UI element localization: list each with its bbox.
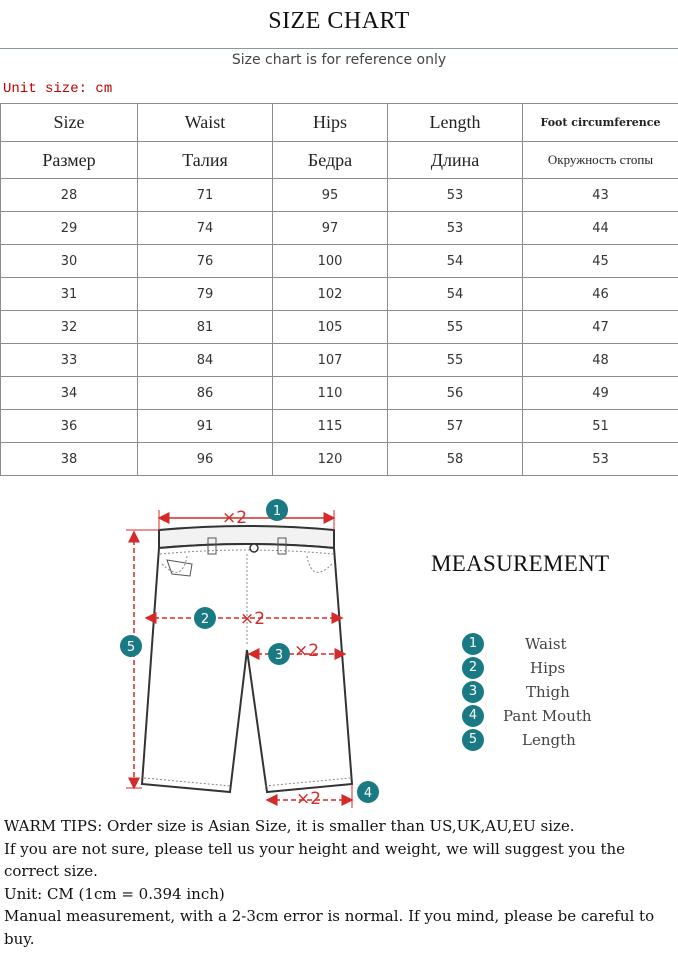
- cell-length: 53: [388, 179, 523, 212]
- cell-length: 54: [388, 278, 523, 311]
- waist-multiplier: ×2: [222, 508, 248, 528]
- cell-size: 32: [1, 311, 138, 344]
- cell-size: 30: [1, 245, 138, 278]
- cell-waist: 91: [138, 410, 273, 443]
- marker-3-icon: [268, 643, 290, 665]
- table-row: [1, 410, 678, 443]
- shorts-outline: [142, 526, 352, 792]
- cell-length: 53: [388, 212, 523, 245]
- subtitle: Size chart is for reference only: [231, 52, 447, 68]
- svg-text:3: 3: [274, 648, 284, 663]
- table-row: [1, 212, 678, 245]
- cell-waist: 86: [138, 377, 273, 410]
- cell-length: 55: [388, 344, 523, 377]
- header-size: Size: [1, 104, 138, 142]
- header-foot-circumference-ru: Окружность стопы: [523, 142, 678, 179]
- legend-marker-1-icon: 1: [462, 633, 484, 655]
- cell-length: 56: [388, 377, 523, 410]
- cell-size: 31: [1, 278, 138, 311]
- cell-hips: 110: [273, 377, 388, 410]
- marker-1-icon: [266, 499, 288, 521]
- cell-length: 57: [388, 410, 523, 443]
- table-row: [1, 443, 678, 476]
- cell-waist: 71: [138, 179, 273, 212]
- svg-text:1: 1: [272, 504, 282, 519]
- svg-text:4: 4: [363, 786, 373, 801]
- cell-waist: 96: [138, 443, 273, 476]
- legend-marker-4-icon: 4: [462, 705, 484, 727]
- cell-hips: 95: [273, 179, 388, 212]
- marker-5-icon: [120, 635, 142, 657]
- cell-length: 58: [388, 443, 523, 476]
- cell-foot-circumference: 44: [523, 212, 678, 245]
- cell-length: 55: [388, 311, 523, 344]
- legend-label-pant-mouth: Pant Mouth: [503, 707, 592, 725]
- cell-hips: 105: [273, 311, 388, 344]
- cell-length: 54: [388, 245, 523, 278]
- tip-height-weight: If you are not sure, please tell us your height and weight, we will suggest you the correct size.: [4, 839, 626, 881]
- cell-size: 29: [1, 212, 138, 245]
- warm-tips: [4, 815, 674, 951]
- cell-hips: 115: [273, 410, 388, 443]
- legend-label-hips: Hips: [530, 659, 566, 677]
- cell-size: 36: [1, 410, 138, 443]
- legend-marker-2-icon: 2: [462, 657, 484, 679]
- legend-label-length: Length: [522, 731, 576, 749]
- cell-foot-circumference: 46: [523, 278, 678, 311]
- cell-waist: 81: [138, 311, 273, 344]
- header-waist-ru: Талия: [138, 142, 273, 179]
- header-hips-ru: Бедра: [273, 142, 388, 179]
- table-row: [1, 278, 678, 311]
- cell-waist: 74: [138, 212, 273, 245]
- cell-waist: 76: [138, 245, 273, 278]
- unit-size-label: Unit size: cm: [3, 81, 113, 97]
- shorts-diagram: [112, 494, 382, 814]
- cell-foot-circumference: 45: [523, 245, 678, 278]
- table-header-row-en: [1, 104, 678, 142]
- legend-label-waist: Waist: [525, 635, 567, 653]
- cell-hips: 120: [273, 443, 388, 476]
- tip-error: Manual measurement, with a 2-3cm error is normal. If you mind, please be careful to buy.: [4, 907, 655, 948]
- tip-unit: Unit: CM (1cm = 0.394 inch): [4, 884, 225, 903]
- header-size-ru: Размер: [1, 142, 138, 179]
- table-row: [1, 344, 678, 377]
- marker-2-icon: [194, 607, 216, 629]
- hips-multiplier: ×2: [240, 609, 266, 629]
- cell-hips: 97: [273, 212, 388, 245]
- cell-foot-circumference: 48: [523, 344, 678, 377]
- header-waist: Waist: [138, 104, 273, 142]
- thigh-multiplier: ×2: [294, 641, 320, 661]
- cell-waist: 84: [138, 344, 273, 377]
- svg-text:2: 2: [200, 612, 210, 627]
- table-header-row-ru: [1, 142, 678, 179]
- cell-waist: 79: [138, 278, 273, 311]
- table-row: [1, 377, 678, 410]
- legend-marker-5-icon: 5: [462, 729, 484, 751]
- cell-foot-circumference: 49: [523, 377, 678, 410]
- page-title: SIZE CHART: [268, 8, 410, 34]
- legend-marker-3-icon: 3: [462, 681, 484, 703]
- cell-hips: 107: [273, 344, 388, 377]
- cell-foot-circumference: 53: [523, 443, 678, 476]
- header-length: Length: [388, 104, 523, 142]
- cell-foot-circumference: 51: [523, 410, 678, 443]
- table-row: [1, 245, 678, 278]
- cell-foot-circumference: 43: [523, 179, 678, 212]
- size-table: [0, 103, 678, 476]
- header-hips: Hips: [273, 104, 388, 142]
- svg-text:5: 5: [126, 640, 136, 655]
- measurement-title: MEASUREMENT: [431, 551, 610, 576]
- cell-hips: 100: [273, 245, 388, 278]
- cell-hips: 102: [273, 278, 388, 311]
- cell-size: 34: [1, 377, 138, 410]
- cell-size: 28: [1, 179, 138, 212]
- table-row: [1, 311, 678, 344]
- title-divider: [0, 48, 678, 49]
- header-foot-circumference: Foot circumference: [523, 104, 678, 142]
- cell-size: 33: [1, 344, 138, 377]
- header-length-ru: Длина: [388, 142, 523, 179]
- marker-4-icon: [357, 781, 379, 803]
- tip-asian-size: WARM TIPS: Order size is Asian Size, it is smaller than US,UK,AU,EU size.: [4, 817, 575, 835]
- pant-mouth-multiplier: ×2: [296, 789, 322, 809]
- cell-foot-circumference: 47: [523, 311, 678, 344]
- table-row: [1, 179, 678, 212]
- legend-label-thigh: Thigh: [526, 683, 570, 701]
- cell-size: 38: [1, 443, 138, 476]
